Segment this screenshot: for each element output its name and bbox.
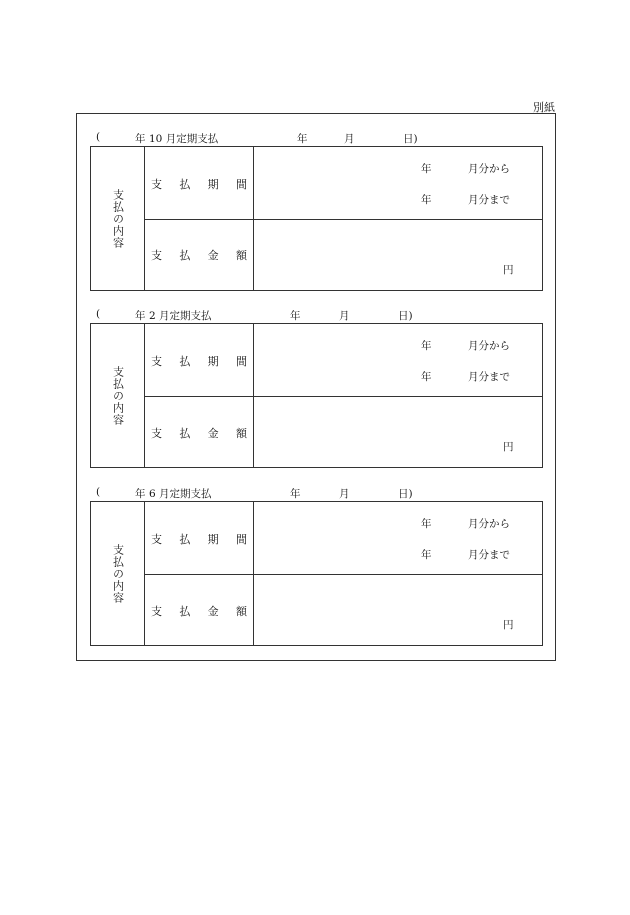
period-from-month: 月分から	[468, 340, 510, 352]
annex-label: 別紙	[533, 101, 555, 114]
payment-table	[90, 501, 543, 646]
payment-amount-label: 支 払 金 額	[151, 249, 247, 262]
period-from-month: 月分から	[468, 163, 510, 175]
header-era-year: 年	[135, 310, 146, 322]
payment-section-october	[0, 131, 630, 311]
payment-amount-label: 支 払 金 額	[151, 427, 247, 440]
divider	[144, 219, 542, 220]
payment-table	[90, 146, 543, 291]
period-from-year: 年	[421, 163, 432, 175]
amount-yen: 円	[503, 441, 514, 453]
header-year: 年	[297, 133, 308, 145]
header-open-paren: (	[96, 486, 101, 498]
period-to-year: 年	[421, 371, 432, 383]
period-to-month: 月分まで	[468, 371, 510, 383]
header-month: 月	[339, 488, 350, 500]
header-year: 年	[290, 488, 301, 500]
header-month: 月	[344, 133, 355, 145]
payment-period-label: 支 払 期 間	[151, 355, 247, 368]
header-era-year: 年	[135, 488, 146, 500]
period-from-month: 月分から	[468, 518, 510, 530]
period-to-year: 年	[421, 549, 432, 561]
payment-amount-label: 支 払 金 額	[151, 605, 247, 618]
header-title: 6 月定期支払	[149, 488, 212, 500]
payment-table	[90, 323, 543, 468]
divider	[144, 396, 542, 397]
header-era-year: 年	[135, 133, 146, 145]
divider	[144, 574, 542, 575]
period-from-year: 年	[421, 518, 432, 530]
amount-yen: 円	[503, 619, 514, 631]
header-day: 日)	[398, 310, 413, 322]
payment-content-label: 支払の内容	[111, 188, 125, 249]
header-year: 年	[290, 310, 301, 322]
period-from-year: 年	[421, 340, 432, 352]
header-day: 日)	[398, 488, 413, 500]
period-to-month: 月分まで	[468, 194, 510, 206]
header-open-paren: (	[96, 131, 101, 143]
payment-section-june	[0, 486, 630, 666]
payment-section-february	[0, 308, 630, 488]
payment-content-label: 支払の内容	[111, 543, 125, 604]
amount-yen: 円	[503, 264, 514, 276]
header-title: 10 月定期支払	[149, 133, 219, 145]
payment-period-label: 支 払 期 間	[151, 533, 247, 546]
header-day: 日)	[403, 133, 418, 145]
header-month: 月	[339, 310, 350, 322]
period-to-month: 月分まで	[468, 549, 510, 561]
period-to-year: 年	[421, 194, 432, 206]
header-open-paren: (	[96, 308, 101, 320]
header-title: 2 月定期支払	[149, 310, 212, 322]
payment-content-label: 支払の内容	[111, 365, 125, 426]
payment-period-label: 支 払 期 間	[151, 178, 247, 191]
